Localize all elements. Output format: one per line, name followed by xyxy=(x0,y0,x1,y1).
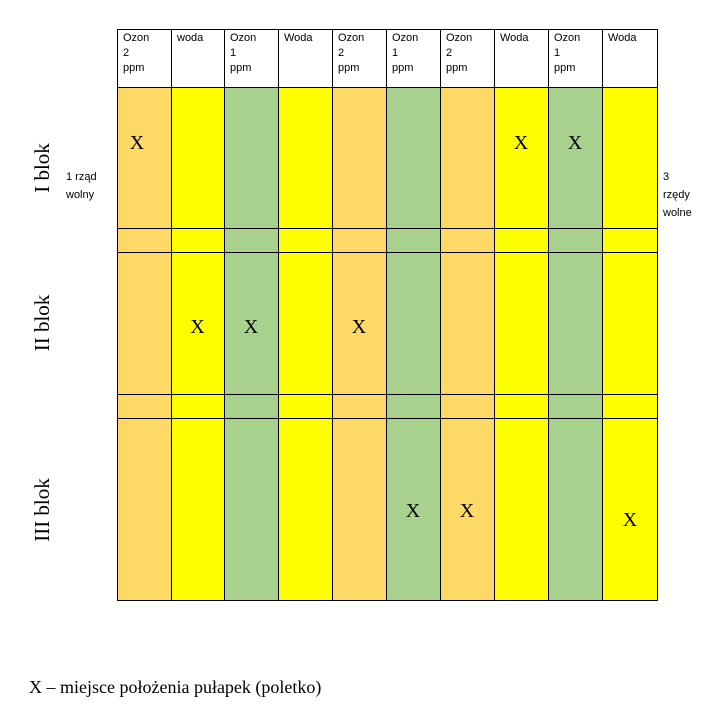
block-label: II blok xyxy=(30,294,54,352)
grid-horizontal-line xyxy=(117,418,658,419)
trap-mark: X xyxy=(351,316,367,338)
grid-vertical-line xyxy=(548,29,549,601)
grid-horizontal-line xyxy=(117,87,658,88)
left-free-row-note: 1 rząd wolny xyxy=(66,171,97,201)
treatment-column-ozon1 xyxy=(386,87,440,601)
grid-horizontal-line xyxy=(117,228,658,229)
trap-mark: X xyxy=(190,316,205,338)
grid-vertical-line xyxy=(224,29,225,601)
grid-horizontal-line xyxy=(117,394,658,395)
grid-vertical-line xyxy=(657,29,658,601)
column-header: Woda xyxy=(284,32,313,44)
treatment-column-ozon1 xyxy=(224,87,278,601)
column-header: Ozon 1 ppm xyxy=(230,32,257,74)
treatment-column-woda xyxy=(171,87,224,601)
grid-vertical-line xyxy=(117,29,118,601)
block-label: I blok xyxy=(30,142,54,193)
legend-text: X – miejsce położenia pułapek (poletko) xyxy=(29,677,322,697)
trap-mark: X xyxy=(243,316,259,338)
treatment-column-woda xyxy=(278,87,332,601)
grid-horizontal-line xyxy=(117,29,658,30)
grid-vertical-line xyxy=(332,29,333,601)
trap-mark: X xyxy=(513,132,529,154)
treatment-column-ozon1 xyxy=(548,87,602,601)
column-header: Ozon 1 ppm xyxy=(392,32,419,74)
grid-horizontal-line xyxy=(117,600,658,601)
grid-vertical-line xyxy=(171,29,172,601)
grid-vertical-line xyxy=(494,29,495,601)
right-free-rows-note: 3 rzędy wolne xyxy=(663,171,692,219)
grid-vertical-line xyxy=(386,29,387,601)
trap-mark: X xyxy=(622,509,638,531)
treatment-column-ozon2 xyxy=(332,87,386,601)
column-header: Ozon 2 ppm xyxy=(338,32,365,74)
trap-mark: X xyxy=(129,132,145,154)
trap-mark: X xyxy=(405,500,421,522)
treatment-column-ozon2 xyxy=(440,87,494,601)
block-label: III blok xyxy=(30,477,54,542)
column-header: Ozon 1 ppm xyxy=(554,32,581,74)
column-header: Woda xyxy=(500,32,529,44)
column-header: Woda xyxy=(608,32,637,44)
field-layout-grid xyxy=(117,29,658,601)
grid-vertical-line xyxy=(440,29,441,601)
column-header: Ozon 2 ppm xyxy=(123,32,150,74)
column-header: woda xyxy=(177,32,204,44)
grid-horizontal-line xyxy=(117,252,658,253)
grid-vertical-line xyxy=(602,29,603,601)
column-header: Ozon 2 ppm xyxy=(446,32,473,74)
treatment-column-ozon2 xyxy=(117,87,171,601)
trap-mark: X xyxy=(567,132,583,154)
treatment-column-woda xyxy=(494,87,548,601)
grid-vertical-line xyxy=(278,29,279,601)
trap-mark: X xyxy=(459,500,475,522)
